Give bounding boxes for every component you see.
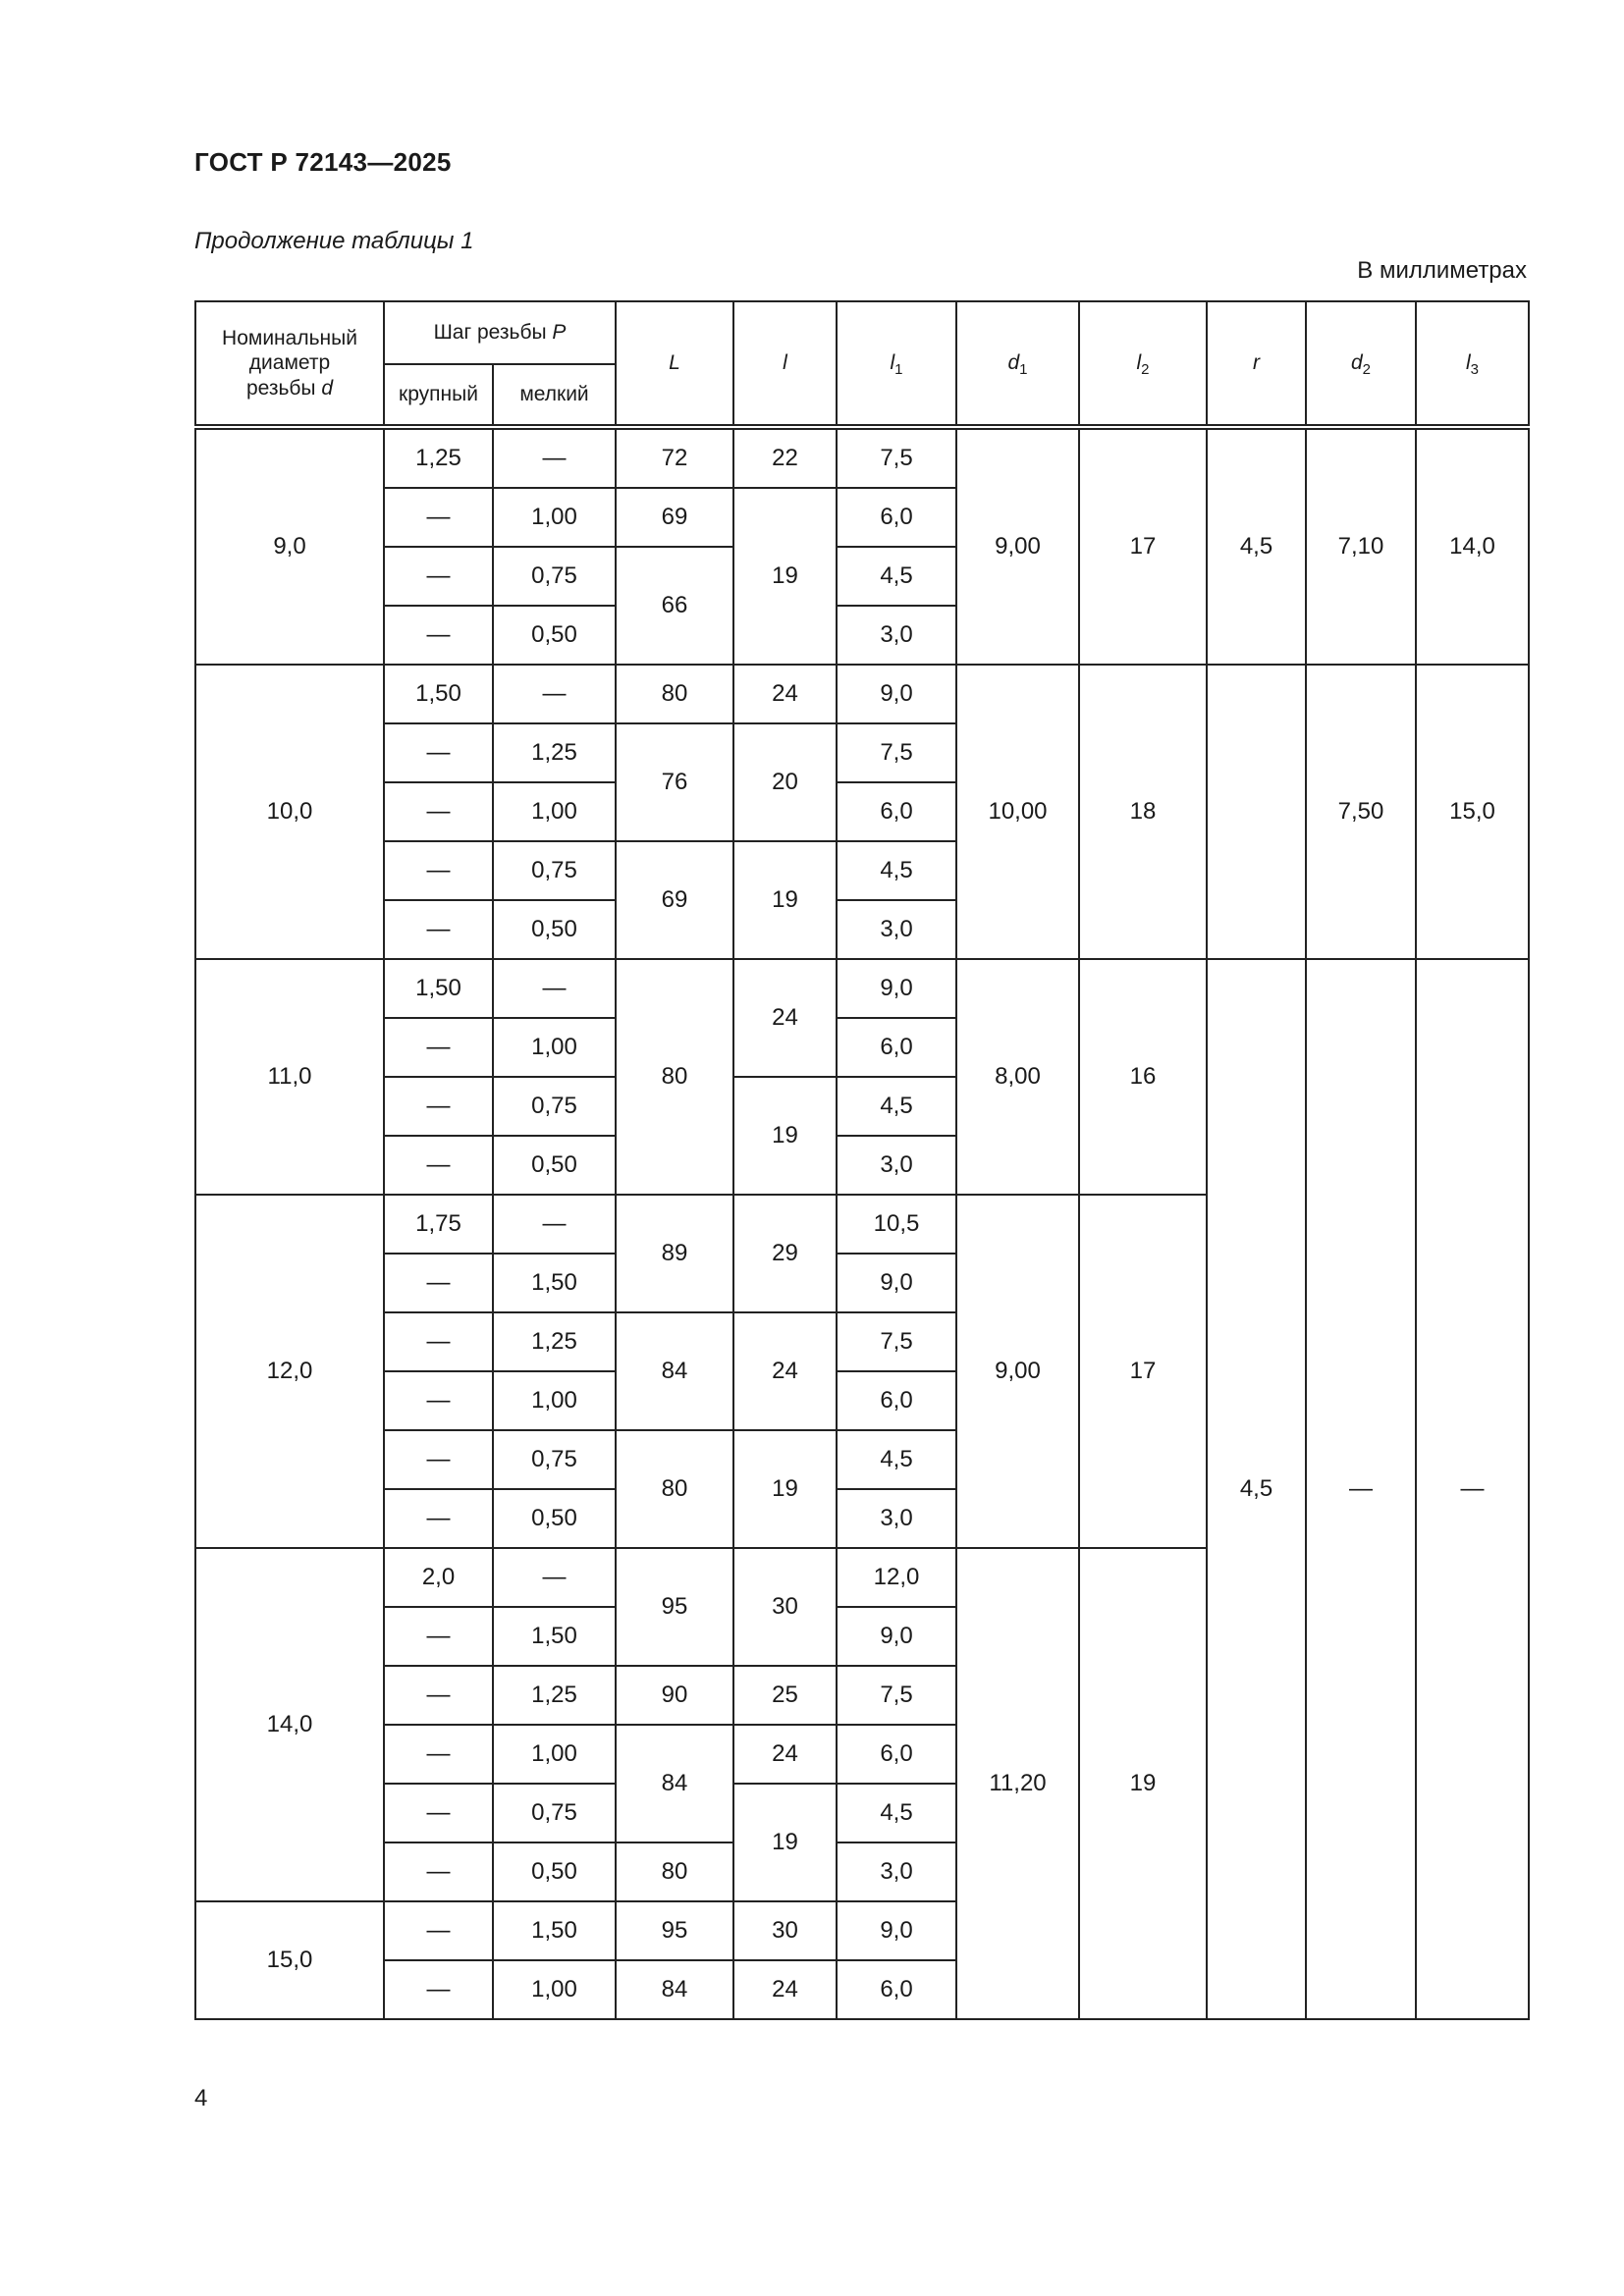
cell-l: 24	[733, 1725, 837, 1784]
cell-L: 66	[616, 547, 733, 665]
cell-l: 22	[733, 427, 837, 488]
cell-L: 89	[616, 1195, 733, 1312]
cell-l1: 3,0	[837, 1842, 956, 1901]
header-l: l	[733, 301, 837, 427]
cell-d2: 7,10	[1306, 427, 1416, 665]
cell-fine: 1,00	[493, 1960, 616, 2019]
cell-coarse: —	[384, 1077, 493, 1136]
cell-fine: —	[493, 1548, 616, 1607]
cell-l1: 4,5	[837, 1077, 956, 1136]
cell-L: 72	[616, 427, 733, 488]
header-nominal-diameter-line2: диаметр	[248, 351, 331, 375]
cell-d1: 10,00	[956, 665, 1079, 959]
cell-l1: 9,0	[837, 665, 956, 723]
cell-L: 80	[616, 1430, 733, 1548]
cell-l1: 7,5	[837, 1666, 956, 1725]
cell-l2: 17	[1079, 1195, 1207, 1548]
cell-fine: —	[493, 1195, 616, 1254]
header-l1	[837, 301, 956, 427]
cell-coarse: —	[384, 782, 493, 841]
thread-dimensions-table	[194, 300, 1530, 2020]
cell-fine: 1,00	[493, 1725, 616, 1784]
header-thread-pitch	[384, 301, 616, 364]
cell-L: 90	[616, 1666, 733, 1725]
header-r: r	[1207, 301, 1306, 427]
header-l2-sub: 2	[1141, 361, 1150, 379]
table-continuation-caption: Продолжение таблицы 1	[194, 228, 474, 254]
cell-coarse: —	[384, 1254, 493, 1312]
cell-l: 19	[733, 1784, 837, 1901]
cell-fine: 0,75	[493, 841, 616, 900]
cell-fine: 1,50	[493, 1254, 616, 1312]
cell-coarse: —	[384, 606, 493, 665]
cell-coarse: —	[384, 900, 493, 959]
header-d1-sub: 1	[1019, 361, 1028, 379]
header-L: L	[616, 301, 733, 427]
header-thread-pitch-label: Шаг резьбы	[433, 321, 547, 345]
cell-l1: 6,0	[837, 1018, 956, 1077]
cell-coarse: —	[384, 488, 493, 547]
cell-fine: 1,25	[493, 1312, 616, 1371]
cell-coarse: 2,0	[384, 1548, 493, 1607]
cell-d1: 9,00	[956, 427, 1079, 665]
header-nominal-diameter-line1: Номинальный	[222, 327, 357, 350]
cell-l2: 17	[1079, 427, 1207, 665]
cell-d: 11,0	[195, 959, 384, 1195]
cell-l3: 15,0	[1416, 665, 1529, 959]
cell-fine: 0,75	[493, 1077, 616, 1136]
cell-l: 19	[733, 1077, 837, 1195]
cell-d: 12,0	[195, 1195, 384, 1548]
cell-fine: 1,00	[493, 782, 616, 841]
cell-l1: 6,0	[837, 1960, 956, 2019]
cell-l: 24	[733, 665, 837, 723]
cell-l: 25	[733, 1666, 837, 1725]
page-number: 4	[194, 2085, 208, 2111]
cell-l1: 4,5	[837, 841, 956, 900]
header-coarse: крупный	[384, 364, 493, 427]
header-nominal-diameter-symbol: d	[321, 376, 334, 400]
cell-l1: 12,0	[837, 1548, 956, 1607]
cell-l: 30	[733, 1901, 837, 1960]
cell-coarse: —	[384, 1725, 493, 1784]
header-l1-base: l	[890, 351, 895, 375]
cell-L: 84	[616, 1312, 733, 1430]
cell-L: 69	[616, 841, 733, 959]
cell-d: 14,0	[195, 1548, 384, 1901]
header-l2-base: l	[1136, 351, 1142, 375]
cell-l1: 9,0	[837, 1607, 956, 1666]
cell-l: 19	[733, 841, 837, 959]
cell-fine: 0,50	[493, 1136, 616, 1195]
cell-coarse: 1,50	[384, 665, 493, 723]
cell-l1: 3,0	[837, 606, 956, 665]
cell-l1: 7,5	[837, 723, 956, 782]
cell-coarse: —	[384, 1901, 493, 1960]
cell-L: 84	[616, 1960, 733, 2019]
cell-fine: —	[493, 665, 616, 723]
cell-fine: 0,75	[493, 1430, 616, 1489]
cell-l1: 4,5	[837, 1430, 956, 1489]
cell-fine: 1,00	[493, 1018, 616, 1077]
cell-fine: 0,50	[493, 606, 616, 665]
cell-coarse: —	[384, 723, 493, 782]
cell-L: 80	[616, 1842, 733, 1901]
cell-l1: 10,5	[837, 1195, 956, 1254]
cell-l1: 3,0	[837, 1136, 956, 1195]
cell-l1: 6,0	[837, 488, 956, 547]
cell-d: 9,0	[195, 427, 384, 665]
header-d2-base: d	[1350, 351, 1363, 375]
cell-l: 19	[733, 1430, 837, 1548]
cell-r-empty	[1207, 665, 1306, 959]
cell-l2: 18	[1079, 665, 1207, 959]
cell-L: 80	[616, 665, 733, 723]
cell-d: 10,0	[195, 665, 384, 959]
cell-coarse: —	[384, 1018, 493, 1077]
header-fine: мелкий	[493, 364, 616, 427]
cell-l2: 19	[1079, 1548, 1207, 2019]
cell-fine: 1,00	[493, 488, 616, 547]
header-l3-base: l	[1465, 351, 1471, 375]
cell-l: 20	[733, 723, 837, 841]
document-title: ГОСТ Р 72143—2025	[194, 147, 452, 177]
cell-l3: 14,0	[1416, 427, 1529, 665]
header-nominal-diameter-line3: резьбы	[245, 376, 316, 400]
cell-fine: 0,75	[493, 1784, 616, 1842]
cell-l2: 16	[1079, 959, 1207, 1195]
cell-L: 84	[616, 1725, 733, 1842]
cell-L: 95	[616, 1901, 733, 1960]
cell-L: 76	[616, 723, 733, 841]
cell-l1: 7,5	[837, 1312, 956, 1371]
cell-r-merged: 4,5	[1207, 959, 1306, 2019]
cell-l1: 9,0	[837, 1254, 956, 1312]
cell-fine: —	[493, 959, 616, 1018]
cell-l1: 3,0	[837, 900, 956, 959]
cell-d1: 8,00	[956, 959, 1079, 1195]
cell-coarse: 1,75	[384, 1195, 493, 1254]
cell-fine: 0,75	[493, 547, 616, 606]
cell-fine: 1,00	[493, 1371, 616, 1430]
header-thread-pitch-symbol: P	[552, 321, 567, 345]
cell-fine: 0,50	[493, 1842, 616, 1901]
cell-fine: 0,50	[493, 900, 616, 959]
units-note: В миллиметрах	[1357, 257, 1527, 284]
cell-coarse: —	[384, 1666, 493, 1725]
cell-l3-merged: —	[1416, 959, 1529, 2019]
cell-l1: 4,5	[837, 547, 956, 606]
cell-coarse: —	[384, 1430, 493, 1489]
cell-d2: 7,50	[1306, 665, 1416, 959]
header-l3	[1416, 301, 1529, 427]
cell-l1: 6,0	[837, 1371, 956, 1430]
cell-l: 24	[733, 1312, 837, 1430]
cell-l: 24	[733, 1960, 837, 2019]
cell-fine: 1,50	[493, 1607, 616, 1666]
cell-L: 95	[616, 1548, 733, 1666]
cell-l: 24	[733, 959, 837, 1077]
cell-coarse: —	[384, 547, 493, 606]
cell-fine: —	[493, 427, 616, 488]
cell-L: 69	[616, 488, 733, 547]
cell-l1: 4,5	[837, 1784, 956, 1842]
cell-coarse: —	[384, 841, 493, 900]
cell-coarse: 1,50	[384, 959, 493, 1018]
cell-l: 19	[733, 488, 837, 665]
header-l3-sub: 3	[1470, 361, 1479, 379]
cell-coarse: —	[384, 1371, 493, 1430]
header-d2-sub: 2	[1362, 361, 1372, 379]
cell-l: 29	[733, 1195, 837, 1312]
cell-coarse: 1,25	[384, 427, 493, 488]
cell-coarse: —	[384, 1960, 493, 2019]
cell-l1: 9,0	[837, 959, 956, 1018]
cell-d1: 9,00	[956, 1195, 1079, 1548]
cell-l1: 3,0	[837, 1489, 956, 1548]
cell-l1: 9,0	[837, 1901, 956, 1960]
cell-l: 30	[733, 1548, 837, 1666]
cell-coarse: —	[384, 1842, 493, 1901]
cell-coarse: —	[384, 1489, 493, 1548]
cell-coarse: —	[384, 1607, 493, 1666]
cell-fine: 1,50	[493, 1901, 616, 1960]
cell-coarse: —	[384, 1312, 493, 1371]
cell-r: 4,5	[1207, 427, 1306, 665]
table-row	[195, 427, 1529, 488]
header-d1	[956, 301, 1079, 427]
cell-l1: 6,0	[837, 1725, 956, 1784]
cell-coarse: —	[384, 1784, 493, 1842]
cell-l1: 7,5	[837, 427, 956, 488]
header-d1-base: d	[1007, 351, 1020, 375]
cell-fine: 0,50	[493, 1489, 616, 1548]
header-nominal-diameter	[195, 301, 384, 427]
cell-d2-merged: —	[1306, 959, 1416, 2019]
cell-coarse: —	[384, 1136, 493, 1195]
cell-fine: 1,25	[493, 1666, 616, 1725]
header-d2	[1306, 301, 1416, 427]
cell-d1: 11,20	[956, 1548, 1079, 2019]
cell-L: 80	[616, 959, 733, 1195]
cell-l1: 6,0	[837, 782, 956, 841]
table-row	[195, 959, 1529, 1018]
header-l2	[1079, 301, 1207, 427]
cell-d: 15,0	[195, 1901, 384, 2019]
header-l1-sub: 1	[894, 361, 903, 379]
table-row	[195, 665, 1529, 723]
cell-fine: 1,25	[493, 723, 616, 782]
